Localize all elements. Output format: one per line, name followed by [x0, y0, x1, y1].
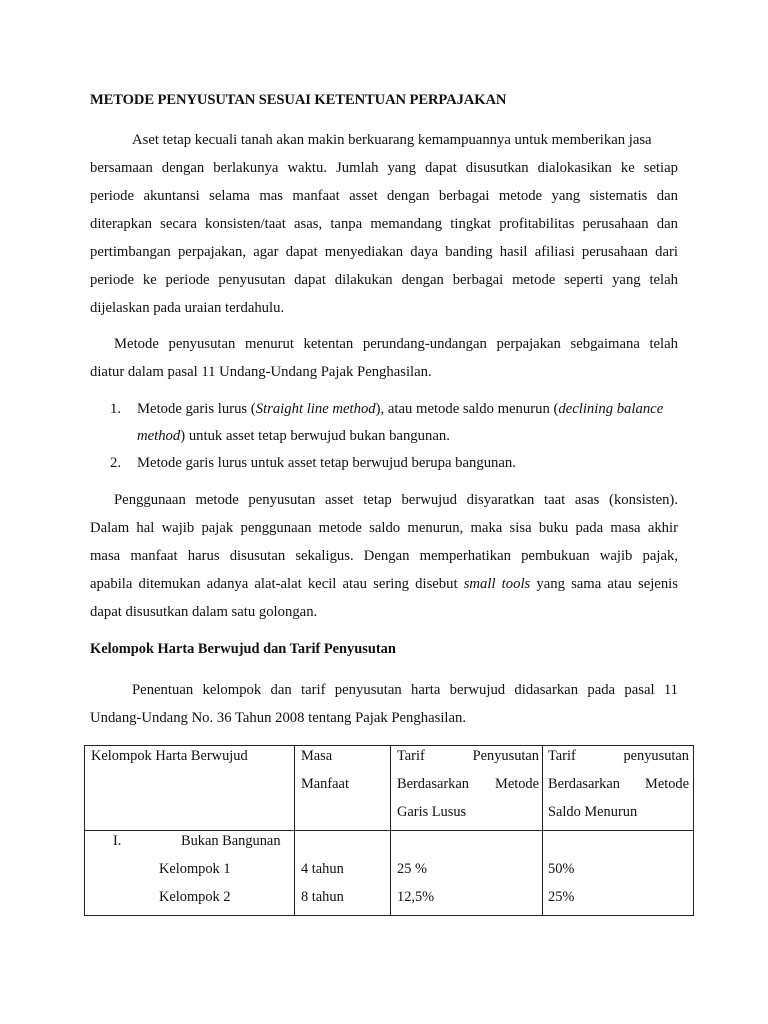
group-label: Kelompok 2 [159, 889, 231, 905]
list-item-2-number: 2. [110, 455, 122, 471]
section-numeral: I. [113, 833, 122, 849]
paragraph3-line-3: masa manfaat harus disusutan sekaligus. Dengan memperhatikan pembukuan wajib pajak, [90, 548, 678, 564]
paragraph3-line-4: apabila ditemukan adanya alat-alat kecil atau sering disebut small tools yang sama atau sejenis [90, 576, 678, 592]
cell-saldo-menurun: 50% 25% [543, 831, 694, 916]
cell-garis-lurus: 25 % 12,5% [391, 831, 543, 916]
paragraph1-line-4: diterapkan secara konsisten/taat asas, tanpa memandang tingkat profitabilitas perusahaan dan [90, 216, 678, 232]
paragraph2-line-2: diatur dalam pasal 11 Undang-Undang Pajak Penghasilan. [90, 364, 432, 380]
list-item-1-line-2: method) untuk asset tetap berwujud bukan bangunan. [137, 428, 450, 444]
paragraph1-line-2: bersamaan dengan berlakunya waktu. Jumlah yang dapat disusutkan dialokasikan ke setiap [90, 160, 678, 176]
section-label: Bukan Bangunan [181, 833, 281, 849]
paragraph1-line-1: Aset tetap kecuali tanah akan makin berkuarang kemampuannya untuk memberikan jasa [132, 132, 652, 148]
paragraph4-line-1: Penentuan kelompok dan tarif penyusutan harta berwujud didasarkan pada pasal 11 [132, 682, 678, 698]
italic-term: small tools [463, 576, 531, 592]
list-item-1-line-1: Metode garis lurus (Straight line method), atau metode saldo menurun (declining balance [137, 401, 664, 417]
paragraph1-line-6: periode ke periode penyusutan dapat dilakukan dengan berbagai metode seperti yang telah [90, 272, 678, 288]
header-masa-manfaat: Masa Manfaat [295, 746, 391, 831]
italic-term: Straight line method [255, 401, 376, 417]
section-subtitle: Kelompok Harta Berwujud dan Tarif Penyusutan [90, 641, 396, 657]
header-garis-lurus: Tarif Penyusutan Berdasarkan Metode Garis Lusus [391, 746, 543, 831]
list-item-1-number: 1. [110, 401, 122, 417]
header-saldo-menurun: Tarif penyusutan Berdasarkan Metode Saldo Menurun [543, 746, 694, 831]
italic-term: declining balance [558, 401, 664, 417]
depreciation-rate-table [84, 745, 694, 916]
document-title: METODE PENYUSUTAN SESUAI KETENTUAN PERPAJAKAN [90, 92, 507, 108]
paragraph2-line-1: Metode penyusutan menurut ketentan perundang-undangan perpajakan sebgaimana telah [114, 336, 678, 352]
paragraph4-line-2: Undang-Undang No. 36 Tahun 2008 tentang Pajak Penghasilan. [90, 710, 467, 726]
paragraph1-line-7: dijelaskan pada uraian terdahulu. [90, 300, 285, 316]
table-body-row [85, 831, 694, 916]
paragraph3-line-2: Dalam hal wajib pajak penggunaan metode saldo menurun, maka sisa buku pada masa akhir [90, 520, 678, 536]
cell-kelompok [85, 831, 295, 916]
list-item-2-text: Metode garis lurus untuk asset tetap berwujud berupa bangunan. [137, 455, 516, 471]
cell-masa-manfaat: 4 tahun 8 tahun [295, 831, 391, 916]
paragraph3-line-5: dapat disusutkan dalam satu golongan. [90, 604, 318, 620]
italic-term: method [137, 428, 181, 444]
paragraph1-line-3: periode akuntansi selama mas manfaat asset dengan berbagai metode yang sistematis dan [90, 188, 678, 204]
table-header-row [85, 746, 694, 831]
group-label: Kelompok 1 [159, 861, 231, 877]
paragraph1-line-5: pertimbangan perpajakan, agar dapat menyediakan daya banding hasil afiliasi perusahaan dari [90, 244, 678, 260]
paragraph3-line-1: Penggunaan metode penyusutan asset tetap berwujud disyaratkan taat asas (konsisten). [114, 492, 678, 508]
header-kelompok: Kelompok Harta Berwujud [85, 746, 295, 831]
